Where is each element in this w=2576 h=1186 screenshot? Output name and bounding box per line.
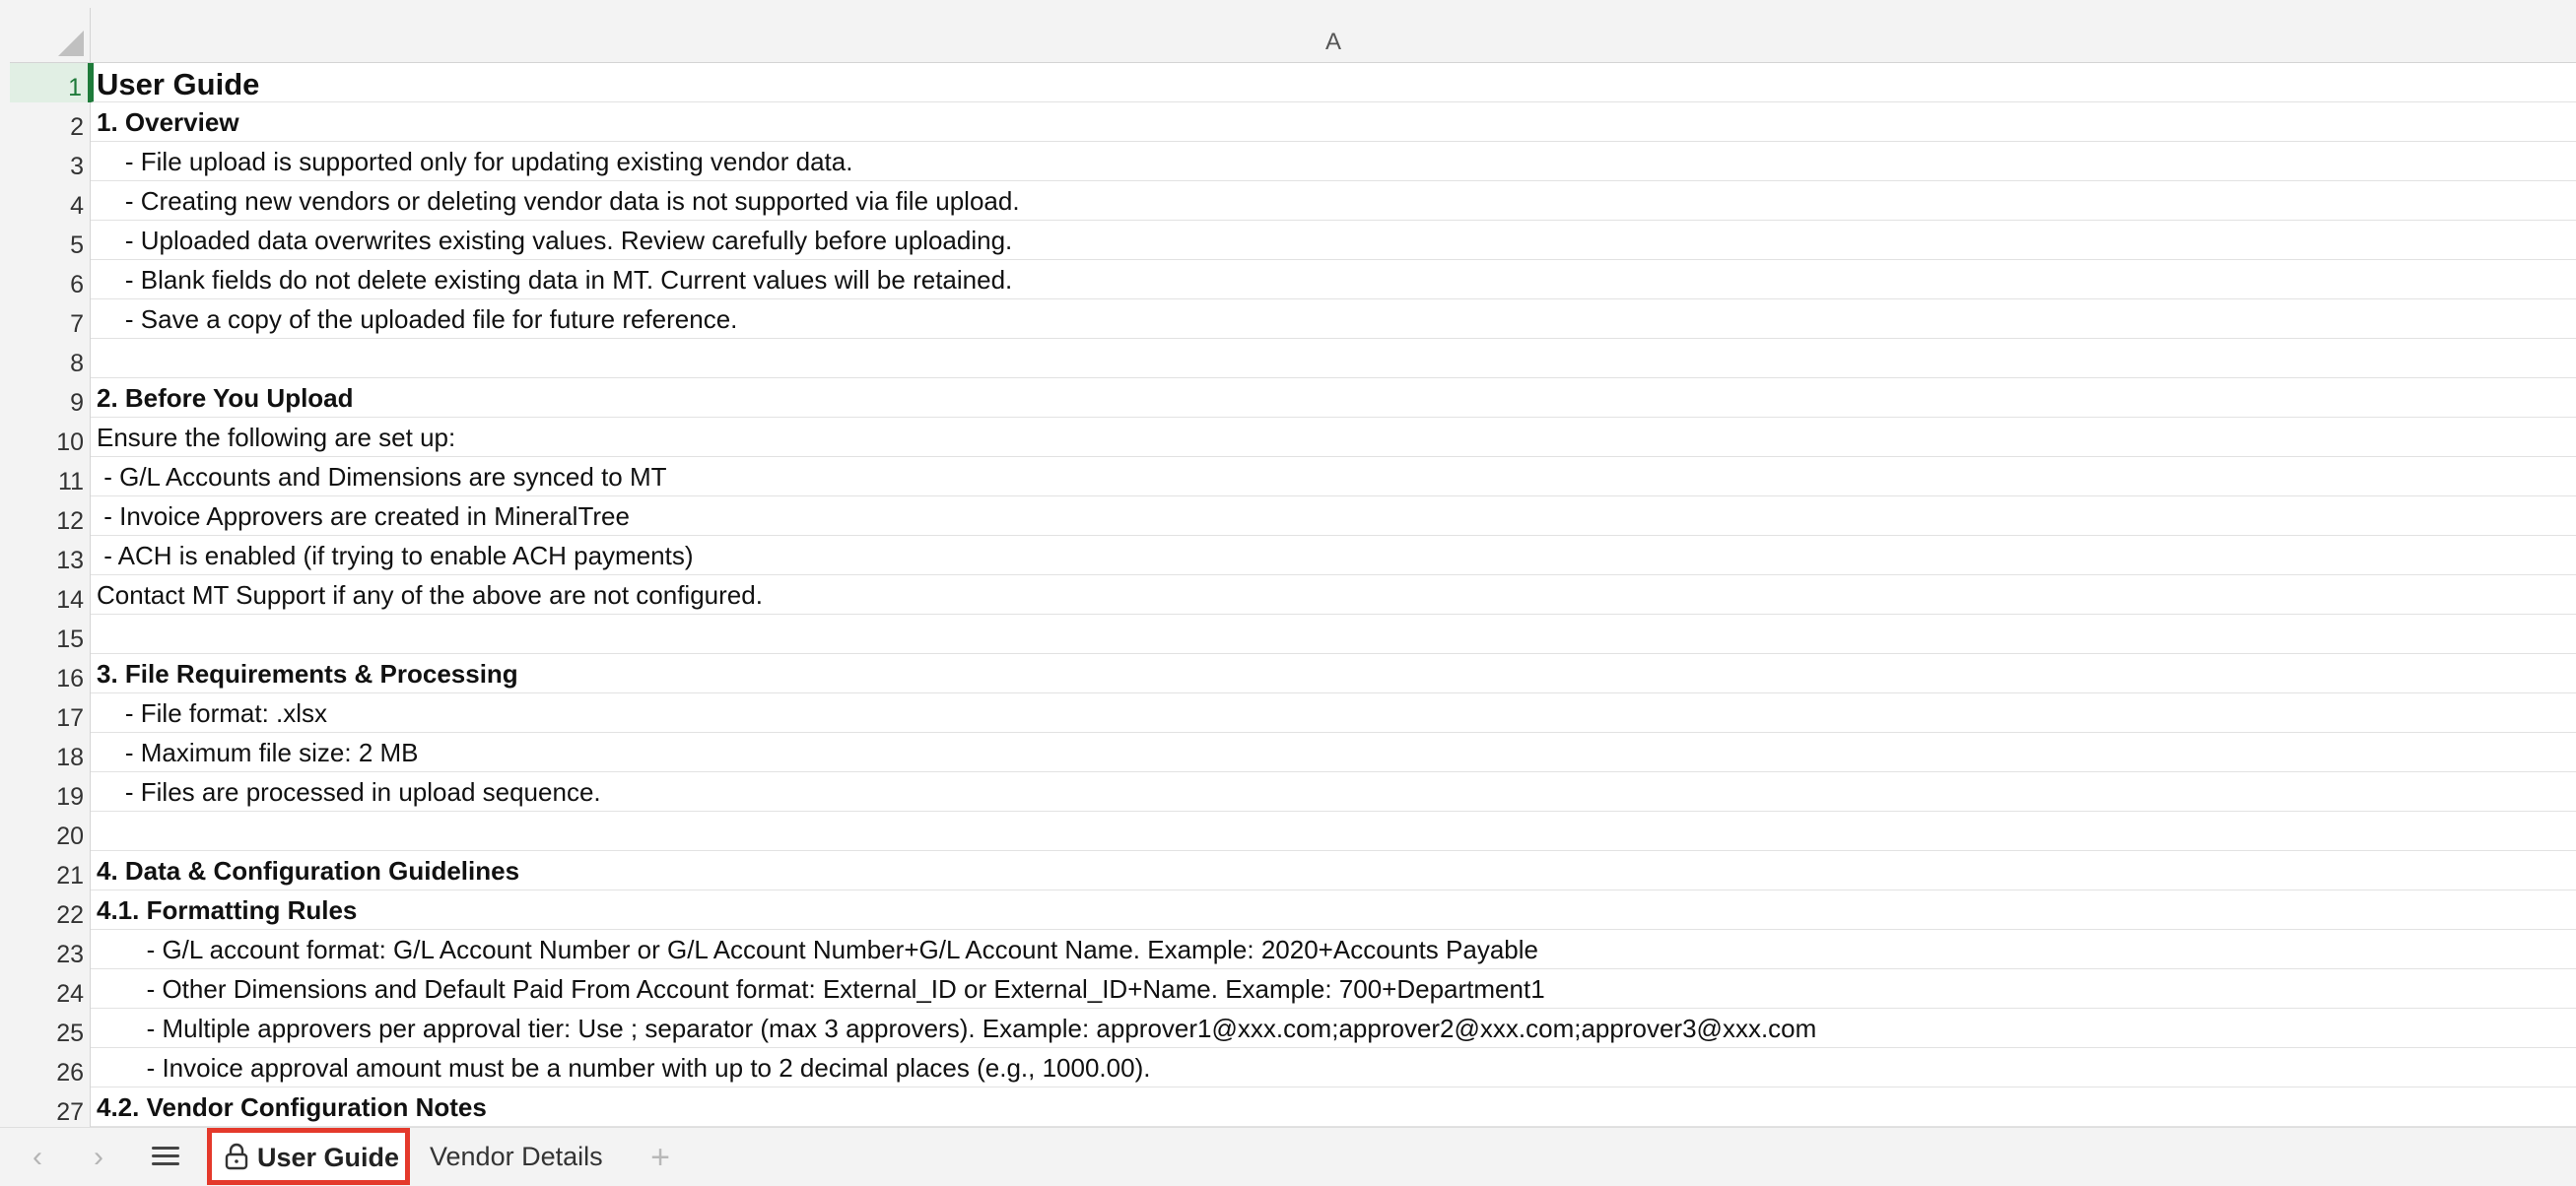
row-header[interactable]: 17 bbox=[56, 704, 84, 732]
row-header[interactable]: 23 bbox=[56, 941, 84, 968]
tab-label: User Guide bbox=[257, 1143, 400, 1172]
row-header[interactable]: 14 bbox=[56, 586, 84, 614]
cell-a16[interactable]: 3. File Requirements & Processing bbox=[91, 654, 2576, 693]
cell-a18[interactable]: - Maximum file size: 2 MB bbox=[91, 733, 2576, 772]
select-all-corner[interactable] bbox=[10, 8, 91, 63]
cell-a17[interactable]: - File format: .xlsx bbox=[91, 693, 2576, 733]
hamburger-menu-icon[interactable] bbox=[146, 1142, 185, 1173]
column-header-a[interactable] bbox=[91, 8, 2576, 63]
row-header[interactable]: 9 bbox=[70, 389, 84, 417]
chevron-left-icon[interactable]: ‹ bbox=[33, 1141, 42, 1173]
cell-a9[interactable]: 2. Before You Upload bbox=[91, 378, 2576, 418]
sheet-tab-bar bbox=[0, 1127, 2576, 1186]
row-header[interactable]: 2 bbox=[70, 113, 84, 141]
cell-a11[interactable]: - G/L Accounts and Dimensions are synced to MT bbox=[91, 457, 2576, 496]
cell-a25[interactable]: - Multiple approvers per approval tier: Use ; separator (max 3 approvers). Example: approver1@xxx.com;approver2@xxx.com;approver3@xxx.com bbox=[91, 1009, 2576, 1048]
row-header[interactable]: 13 bbox=[56, 547, 84, 574]
row-header[interactable]: 24 bbox=[56, 980, 84, 1008]
row-header[interactable]: 4 bbox=[70, 192, 84, 220]
cell-a12[interactable]: - Invoice Approvers are created in MineralTree bbox=[91, 496, 2576, 536]
cell-a14[interactable]: Contact MT Support if any of the above are not configured. bbox=[91, 575, 2576, 615]
row-header[interactable]: 19 bbox=[56, 783, 84, 811]
row-header[interactable]: 16 bbox=[56, 665, 84, 692]
cell-a22[interactable]: 4.1. Formatting Rules bbox=[91, 890, 2576, 930]
cell-a5[interactable]: - Uploaded data overwrites existing values. Review carefully before uploading. bbox=[91, 221, 2576, 260]
left-band bbox=[0, 0, 10, 1127]
chevron-right-icon[interactable]: › bbox=[94, 1141, 103, 1173]
row-header[interactable]: 26 bbox=[56, 1059, 84, 1087]
cell-a3[interactable]: - File upload is supported only for updating existing vendor data. bbox=[91, 142, 2576, 181]
row-header[interactable]: 10 bbox=[56, 428, 84, 456]
cell-a10[interactable]: Ensure the following are set up: bbox=[91, 418, 2576, 457]
select-all-triangle-icon bbox=[58, 31, 84, 56]
cell-a23[interactable]: - G/L account format: G/L Account Number or G/L Account Number+G/L Account Name. Example: 2020+Accounts Payable bbox=[91, 930, 2576, 969]
row-header[interactable]: 20 bbox=[56, 823, 84, 850]
cell-a27[interactable]: 4.2. Vendor Configuration Notes bbox=[91, 1087, 2576, 1127]
row-header[interactable]: 22 bbox=[56, 901, 84, 929]
tab-vendor-details[interactable] bbox=[430, 1128, 603, 1185]
row-header[interactable]: 11 bbox=[58, 468, 84, 495]
column-header-label: A bbox=[1324, 29, 1341, 55]
row-header[interactable]: 12 bbox=[56, 507, 84, 535]
tab-user-guide[interactable] bbox=[207, 1128, 410, 1185]
row-header[interactable]: 15 bbox=[56, 626, 84, 653]
row-header[interactable]: 27 bbox=[56, 1098, 84, 1126]
cell-a4[interactable]: - Creating new vendors or deleting vendor data is not supported via file upload. bbox=[91, 181, 2576, 221]
row-header[interactable]: 6 bbox=[70, 271, 84, 298]
lock-icon bbox=[224, 1143, 249, 1170]
column-a-cells bbox=[91, 63, 2576, 1127]
row-headers bbox=[10, 63, 91, 1127]
header-band bbox=[0, 0, 2576, 8]
cell-a24[interactable]: - Other Dimensions and Default Paid From Account format: External_ID or External_ID+Name. Example: 700+Department1 bbox=[91, 969, 2576, 1009]
cell-a1[interactable]: User Guide bbox=[91, 63, 2576, 102]
cell-a8[interactable] bbox=[91, 339, 2576, 378]
row-header[interactable]: 5 bbox=[70, 231, 84, 259]
tab-label: Vendor Details bbox=[430, 1142, 603, 1171]
cell-a15[interactable] bbox=[91, 615, 2576, 654]
row-header[interactable]: 18 bbox=[56, 744, 84, 771]
cell-a26[interactable]: - Invoice approval amount must be a number with up to 2 decimal places (e.g., 1000.00). bbox=[91, 1048, 2576, 1087]
row-header[interactable]: 25 bbox=[56, 1020, 84, 1047]
plus-icon[interactable]: + bbox=[650, 1139, 670, 1176]
cell-a19[interactable]: - Files are processed in upload sequence. bbox=[91, 772, 2576, 812]
row-header[interactable]: 7 bbox=[70, 310, 84, 338]
cell-a21[interactable]: 4. Data & Configuration Guidelines bbox=[91, 851, 2576, 890]
cell-a13[interactable]: - ACH is enabled (if trying to enable ACH payments) bbox=[91, 536, 2576, 575]
cell-a2[interactable]: 1. Overview bbox=[91, 102, 2576, 142]
row-header[interactable]: 1 bbox=[10, 63, 91, 102]
cell-a7[interactable]: - Save a copy of the uploaded file for future reference. bbox=[91, 299, 2576, 339]
row-header[interactable]: 3 bbox=[70, 153, 84, 180]
cell-a6[interactable]: - Blank fields do not delete existing data in MT. Current values will be retained. bbox=[91, 260, 2576, 299]
cell-a20[interactable] bbox=[91, 812, 2576, 851]
row-header[interactable]: 8 bbox=[70, 350, 84, 377]
row-header[interactable]: 21 bbox=[56, 862, 84, 890]
